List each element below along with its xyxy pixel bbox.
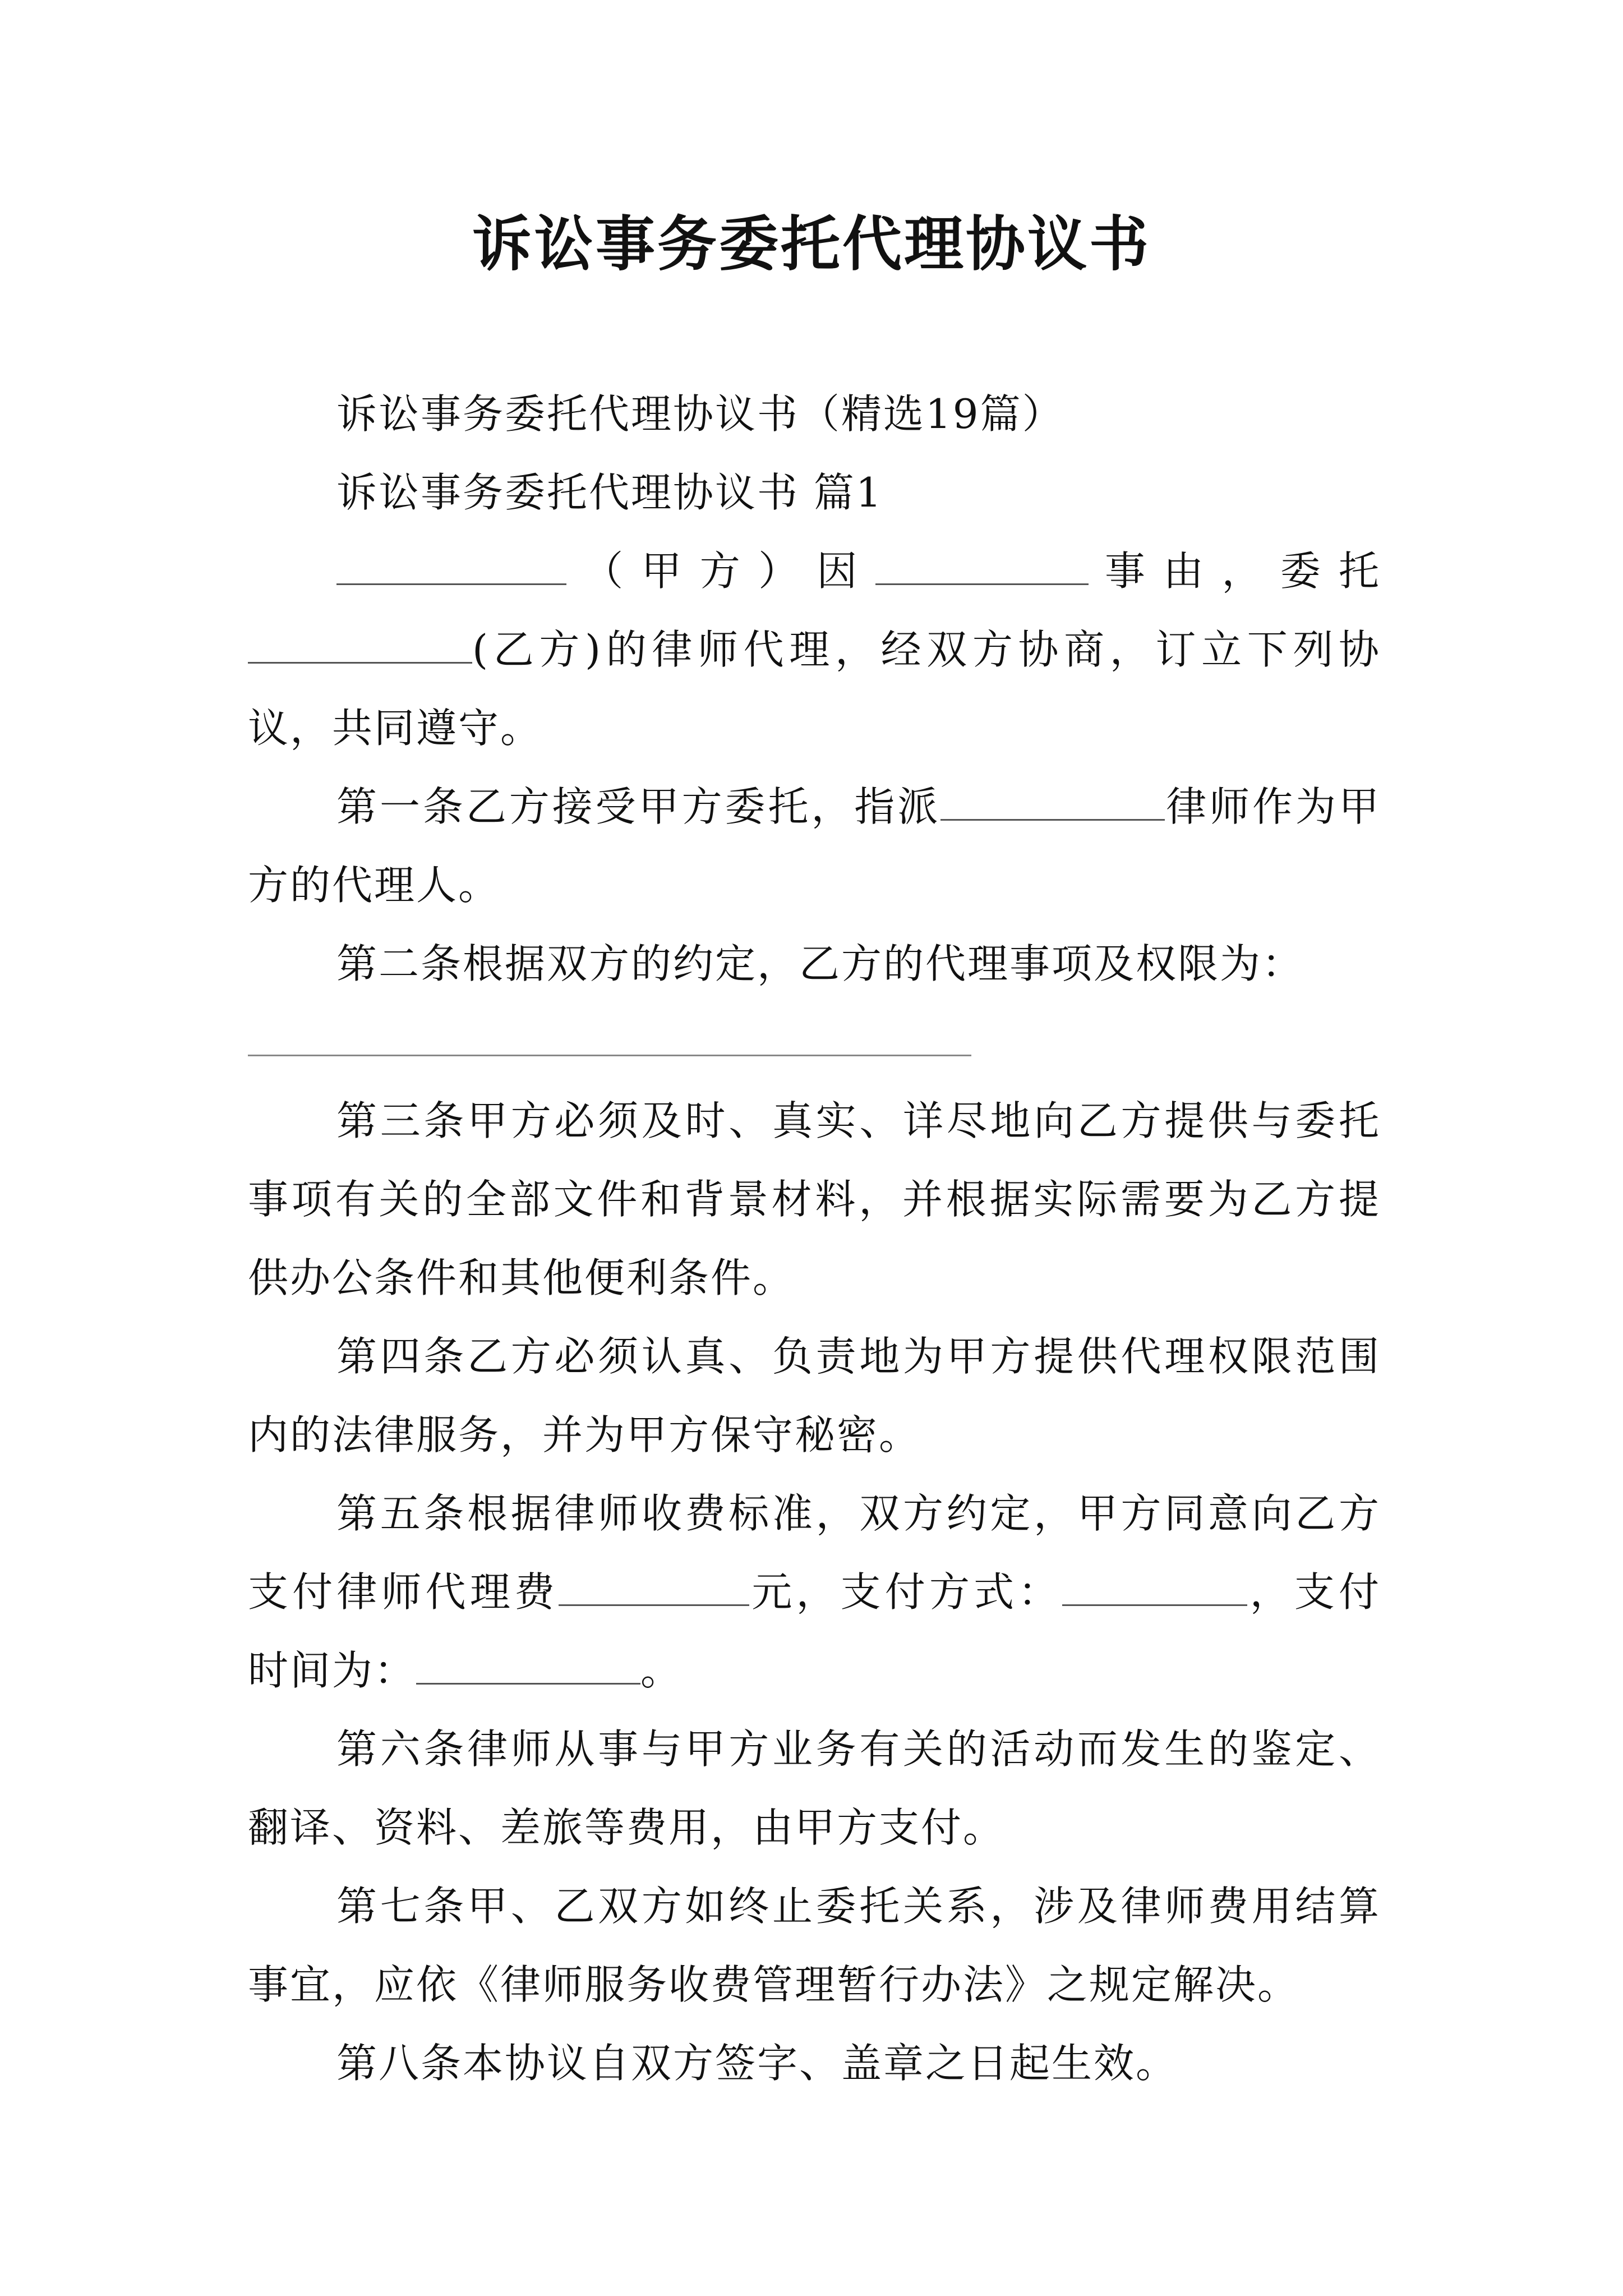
intro-paragraph: [248, 532, 1381, 767]
article-5: [248, 1474, 1381, 1710]
blank-payment-time: [416, 1647, 640, 1685]
intro-text-1: （甲方）因: [566, 547, 875, 595]
article-5-text-4: 。: [640, 1647, 683, 1694]
intro-text-3: (乙方)的律师代理，经双方协商，订立下列协议，共同遵守。: [248, 626, 1381, 752]
blank-party-a: [336, 547, 566, 585]
blank-fee-amount: [559, 1568, 749, 1606]
article-2: 第二条根据双方的约定，乙方的代理事项及权限为：: [336, 940, 1304, 987]
article-1-text-2: 律师作为甲方的代理人。: [248, 783, 1381, 909]
article-6: 第六条律师从事与甲方业务有关的活动而发生的鉴定、翻译、资料、差旅等费用，由甲方支付。: [248, 1726, 1381, 1851]
article-5-text-2: 元，支付方式：: [749, 1568, 1063, 1616]
blank-matter: [875, 547, 1089, 585]
document-body: [248, 375, 1381, 2102]
blank-payment-method: [1062, 1568, 1247, 1606]
article-8: 第八条本协议自双方签字、盖章之日起生效。: [336, 2040, 1178, 2087]
section-heading: 诉讼事务委托代理协议书 篇1: [336, 469, 883, 516]
intro-text-2: 事由，委托: [1088, 547, 1381, 595]
article-5-text-1: 第五条根据律师收费标准，双方约定，甲方同意向乙方支付律师代理费: [248, 1490, 1381, 1616]
article-7: 第七条甲、乙双方如终止委托关系，涉及律师费用结算事宜，应依《律师服务收费管理暂行办法》之规定解决。: [248, 1883, 1381, 2008]
blank-lawyer-name: [940, 783, 1165, 821]
article-4: 第四条乙方必须认真、负责地为甲方提供代理权限范围内的法律服务，并为甲方保守秘密。: [248, 1333, 1381, 1458]
blank-party-b: [248, 626, 472, 664]
document-title: 诉讼事务委托代理协议书: [472, 209, 1151, 279]
article-1-text-1: 第一条乙方接受甲方委托，指派: [336, 783, 941, 830]
article-1: [248, 767, 1381, 924]
article-5-text-3: ，支付时间为：: [248, 1568, 1381, 1694]
article-3: 第三条甲方必须及时、真实、详尽地向乙方提供与委托事项有关的全部文件和背景材料，并根据实际需要为乙方提供办公条件和其他便利条件。: [248, 1097, 1381, 1301]
blank-agency-scope-line: [248, 1003, 1381, 1082]
subtitle: 诉讼事务委托代理协议书（精选19篇）: [336, 390, 1064, 438]
